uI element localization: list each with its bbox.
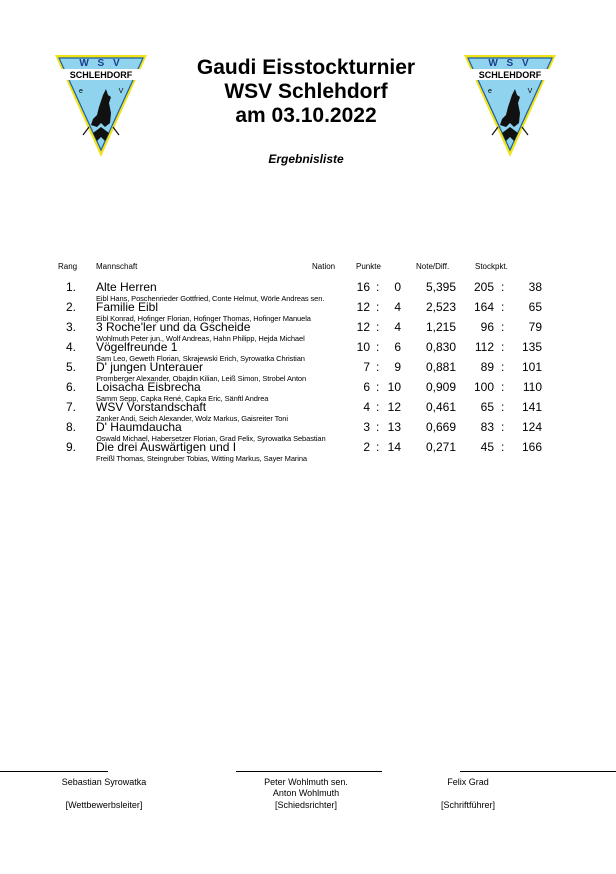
stock-points-against: 65 — [528, 300, 542, 314]
svg-text:W S V: W S V — [79, 58, 123, 69]
points-separator: : — [376, 420, 380, 434]
svg-text:V: V — [527, 88, 533, 95]
points-separator: : — [376, 360, 380, 374]
stock-separator: : — [501, 380, 505, 394]
team-players: Oswald Michael, Habersetzer Florian, Grad Felix, Syrowatka Sebastian — [96, 434, 326, 443]
points-won: 6 — [363, 380, 370, 394]
stock-points-against: 141 — [521, 400, 542, 414]
note-diff: 2,523 — [425, 300, 456, 314]
team-players: Wohlmuth Peter jun., Wolf Andreas, Hahn Philipp, Hejda Michael — [96, 334, 305, 343]
stock-points-for: 112 — [474, 340, 494, 354]
stock-points-against: 79 — [528, 320, 542, 334]
stock-points-against: 101 — [521, 360, 542, 374]
team-name: Die drei Auswärtigen und I — [96, 440, 237, 454]
header-diff: Note/Diff. — [416, 262, 450, 271]
rank: 4. — [66, 340, 77, 354]
table-row — [0, 440, 616, 464]
svg-text:W S V: W S V — [488, 58, 532, 69]
stock-separator: : — [501, 440, 505, 454]
stock-separator: : — [501, 300, 505, 314]
rank: 1. — [66, 280, 77, 294]
stock-separator: : — [501, 400, 505, 414]
svg-text:SCHLEHDORF: SCHLEHDORF — [69, 70, 133, 80]
points-lost: 12 — [387, 400, 401, 414]
stock-points-for: 205 — [473, 280, 494, 294]
rank: 9. — [66, 440, 77, 454]
stock-separator: : — [501, 320, 505, 334]
signature-name-second: Anton Wohlmuth — [272, 788, 340, 798]
stock-points-for: 45 — [480, 440, 494, 454]
points-won: 2 — [363, 440, 370, 454]
rank: 7. — [66, 400, 77, 414]
team-name: WSV Vorstandschaft — [96, 400, 207, 414]
signature-name: Sebastian Syrowatka — [61, 777, 147, 787]
points-lost: 4 — [394, 300, 401, 314]
stock-separator: : — [501, 420, 505, 434]
svg-text:V: V — [118, 88, 124, 95]
signature-role: [Schiedsrichter] — [274, 800, 338, 810]
team-name: Alte Herren — [96, 280, 157, 294]
team-players: Sam Leo, Geweth Florian, Skrajewski Erich, Syrowatka Christian — [96, 354, 305, 363]
points-separator: : — [376, 340, 380, 354]
points-won: 16 — [356, 280, 370, 294]
points-separator: : — [376, 440, 380, 454]
header-team: Mannschaft — [96, 262, 138, 271]
points-won: 10 — [356, 340, 370, 354]
team-name: Vögelfreunde 1 — [96, 340, 178, 354]
svg-text:e: e — [79, 88, 83, 95]
club-logo-left — [53, 53, 149, 159]
points-lost: 6 — [394, 340, 401, 354]
team-players: Samm Sepp, Capka René, Capka Eric, Sänftl Andrea — [96, 394, 269, 403]
chamois-emblem-icon — [462, 53, 558, 159]
rank: 2. — [66, 300, 77, 314]
points-separator: : — [376, 280, 380, 294]
club-name: WSV Schlehdorf — [224, 80, 388, 103]
signature-role: [Wettbewerbsleiter] — [65, 800, 143, 810]
note-diff: 0,830 — [425, 340, 456, 354]
points-separator: : — [376, 380, 380, 394]
team-name: D' Haumdaucha — [96, 420, 182, 434]
club-logo-right — [462, 53, 558, 159]
header-nation: Nation — [312, 262, 336, 271]
rank: 8. — [66, 420, 77, 434]
page-title: Gaudi Eisstockturnier — [196, 56, 416, 79]
stock-points-for: 89 — [480, 360, 494, 374]
header-rank: Rang — [58, 262, 78, 271]
points-lost: 13 — [387, 420, 401, 434]
points-won: 12 — [356, 320, 370, 334]
note-diff: 1,215 — [425, 320, 456, 334]
stock-points-for: 96 — [480, 320, 494, 334]
rank: 3. — [66, 320, 77, 334]
stock-separator: : — [501, 340, 505, 354]
team-name: Loisacha Eisbrecha — [96, 380, 201, 394]
signature-line — [236, 771, 382, 772]
stock-separator: : — [501, 360, 505, 374]
stock-points-against: 38 — [528, 280, 542, 294]
points-lost: 14 — [387, 440, 401, 454]
signature-line — [460, 771, 616, 772]
points-separator: : — [376, 320, 380, 334]
note-diff: 0,669 — [425, 420, 456, 434]
stock-points-against: 110 — [522, 380, 542, 394]
points-won: 12 — [356, 300, 370, 314]
rank: 5. — [66, 360, 77, 374]
stock-points-for: 83 — [480, 420, 494, 434]
points-lost: 4 — [394, 320, 401, 334]
note-diff: 0,909 — [425, 380, 456, 394]
note-diff: 0,461 — [425, 400, 456, 414]
team-name: Familie Eibl — [96, 300, 159, 314]
stock-separator: : — [501, 280, 505, 294]
signature-line — [0, 771, 108, 772]
header-points: Punkte — [356, 262, 381, 271]
stock-points-against: 124 — [521, 420, 542, 434]
chamois-emblem-icon — [53, 53, 149, 159]
points-lost: 9 — [394, 360, 401, 374]
stock-points-against: 135 — [521, 340, 542, 354]
points-separator: : — [376, 300, 380, 314]
team-players: Eibl Hans, Poschenrieder Gottfried, Conte Helmut, Wörle Andreas sen. — [96, 294, 325, 303]
points-won: 7 — [363, 360, 370, 374]
note-diff: 0,271 — [425, 440, 456, 454]
signature-name: Peter Wohlmuth sen. — [264, 777, 348, 787]
svg-text:e: e — [488, 88, 492, 95]
event-date: am 03.10.2022 — [235, 104, 377, 127]
stock-points-against: 166 — [521, 440, 542, 454]
team-players: Eibl Konrad, Hofinger Florian, Hofinger Thomas, Hofinger Manuela — [96, 314, 311, 323]
points-lost: 0 — [394, 280, 401, 294]
points-lost: 10 — [387, 380, 401, 394]
team-name: 3 Roche'ler und da Gscheide — [96, 320, 251, 334]
signature-role: [Schriftführer] — [440, 800, 496, 810]
team-players: Zanker Andi, Seich Alexander, Wolz Markus, Gaisreiter Toni — [96, 414, 288, 423]
team-name: D' jungen Unterauer — [96, 360, 204, 374]
points-won: 3 — [363, 420, 370, 434]
note-diff: 5,395 — [425, 280, 456, 294]
stock-points-for: 164 — [473, 300, 494, 314]
svg-text:SCHLEHDORF: SCHLEHDORF — [478, 70, 542, 80]
stock-points-for: 65 — [480, 400, 494, 414]
points-separator: : — [376, 400, 380, 414]
team-players: Promberger Alexander, Obajdin Kilian, Leiß Simon, Strobel Anton — [96, 374, 307, 383]
header-stock: Stockpkt. — [475, 262, 508, 271]
team-players: Freißl Thomas, Steingruber Tobias, Witting Markus, Sayer Marina — [96, 454, 308, 463]
rank: 6. — [66, 380, 77, 394]
note-diff: 0,881 — [425, 360, 456, 374]
stock-points-for: 100 — [473, 380, 494, 394]
signature-name: Felix Grad — [447, 777, 489, 787]
points-won: 4 — [363, 400, 370, 414]
result-list-heading: Ergebnisliste — [268, 152, 344, 166]
